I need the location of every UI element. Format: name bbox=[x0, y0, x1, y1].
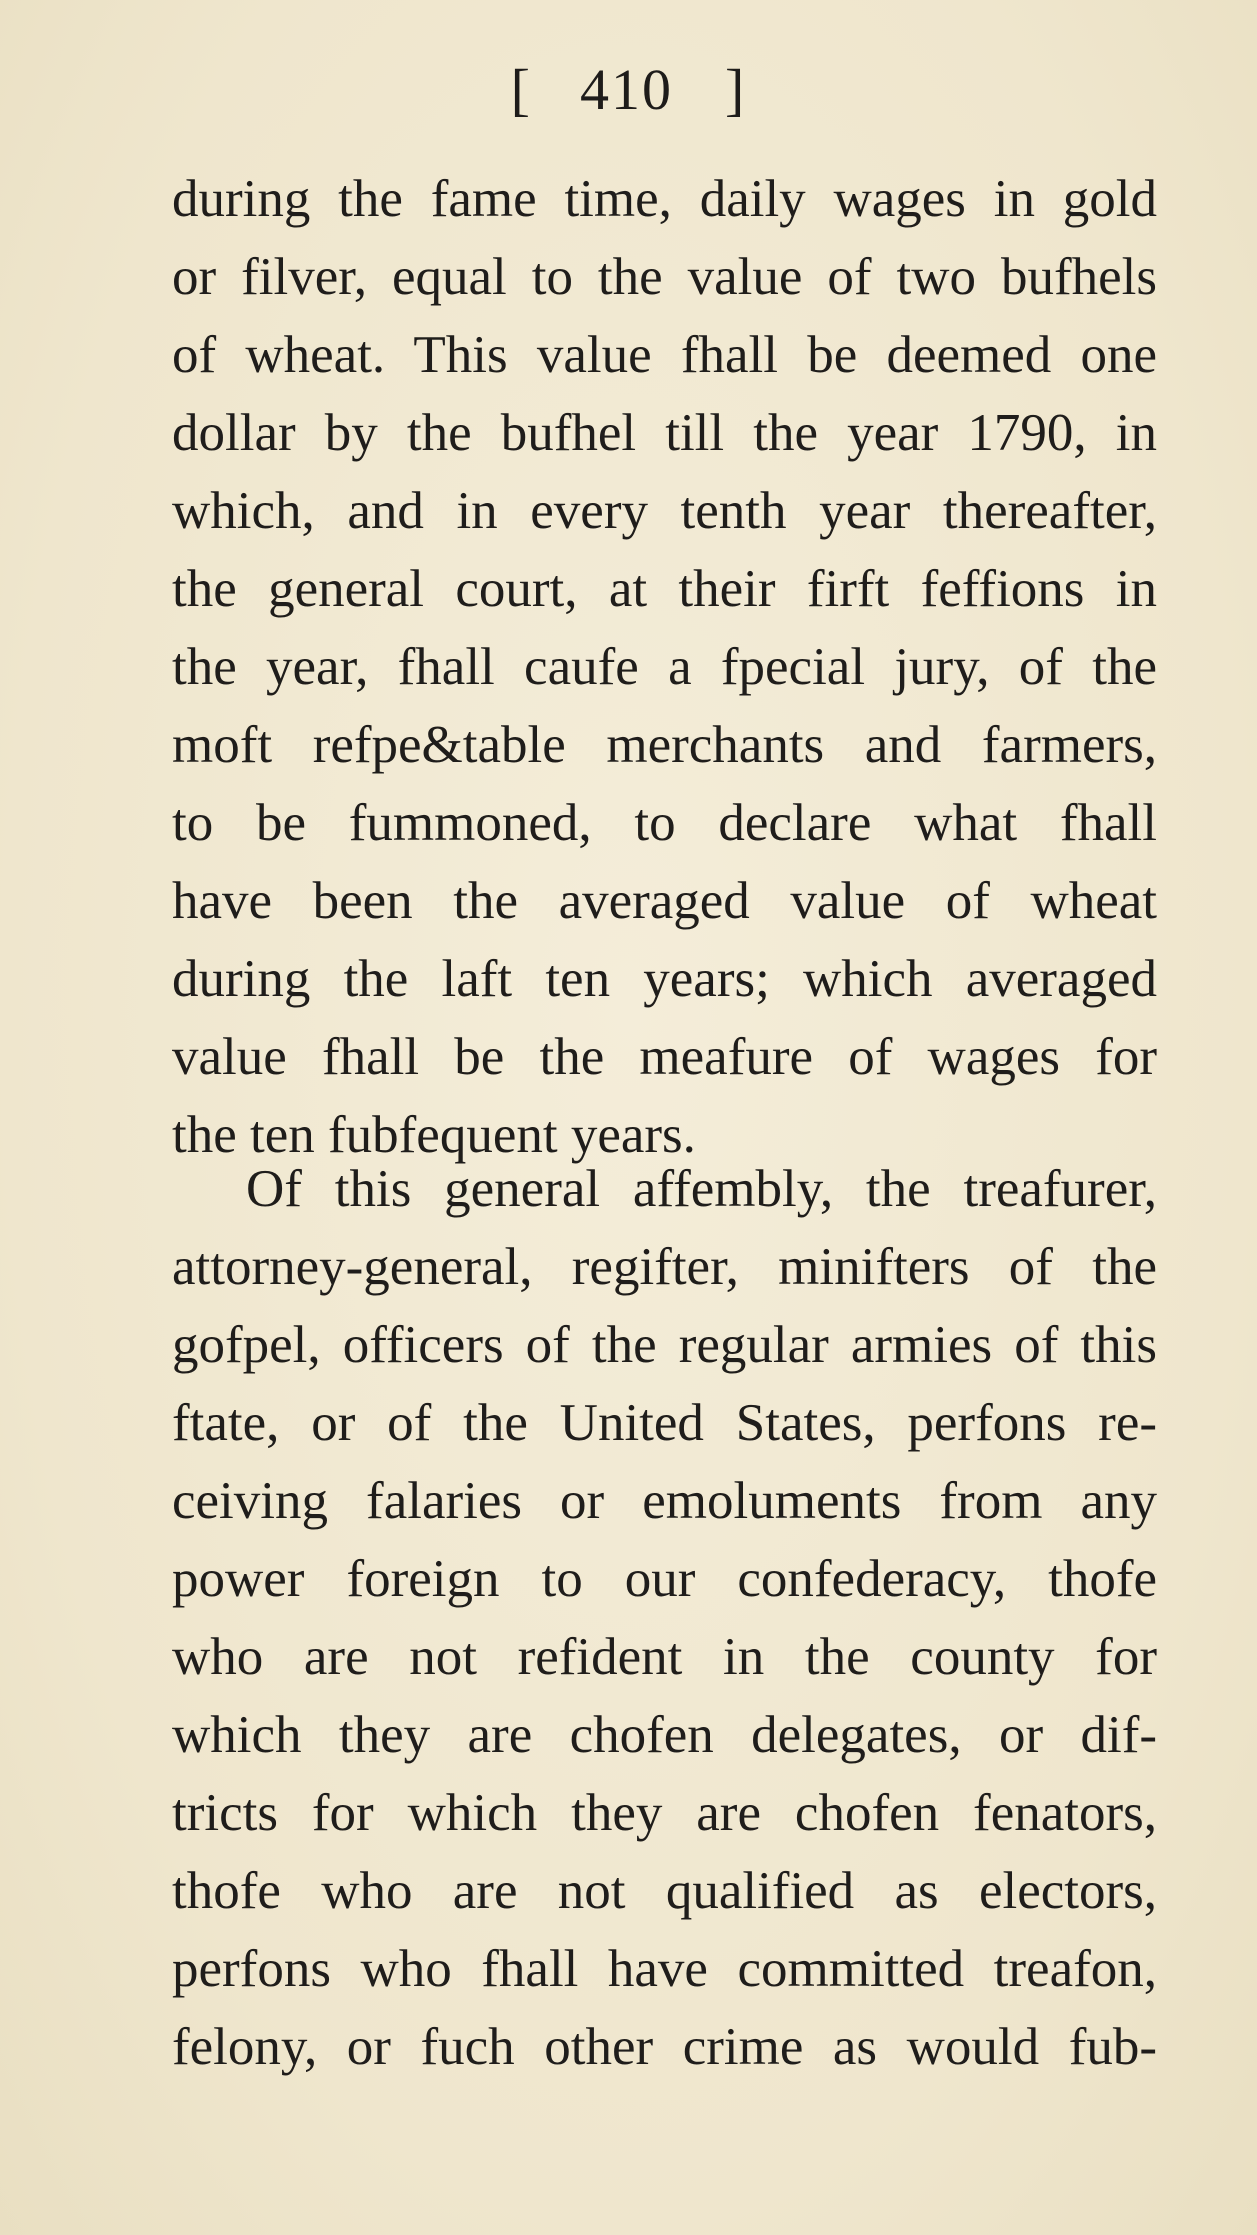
text-line: Of this general affembly, the treafurer, bbox=[246, 1160, 1157, 1218]
text-line: perfons who fhall have committed treafon, bbox=[172, 1940, 1157, 1998]
text-line: to be fummoned, to declare what fhall bbox=[172, 794, 1157, 852]
text-line: or filver, equal to the value of two bufhels bbox=[172, 248, 1157, 306]
text-line: ftate, or of the United States, perfons re- bbox=[172, 1394, 1157, 1452]
text-line: thofe who are not qualified as electors, bbox=[172, 1862, 1157, 1920]
text-line: which they are chofen delegates, or dif- bbox=[172, 1706, 1157, 1764]
text-line: felony, or fuch other crime as would fub- bbox=[172, 2018, 1157, 2076]
text-line: moft refpe&table merchants and farmers, bbox=[172, 716, 1157, 774]
text-line: which, and in every tenth year thereafter, bbox=[172, 482, 1157, 540]
text-line: gofpel, officers of the regular armies of this bbox=[172, 1316, 1157, 1374]
text-line: power foreign to our confederacy, thofe bbox=[172, 1550, 1157, 1608]
paragraph-2 bbox=[172, 1150, 1157, 2086]
text-line: ceiving falaries or emoluments from any bbox=[172, 1472, 1157, 1530]
close-bracket: ] bbox=[725, 57, 747, 122]
text-line: dollar by the bufhel till the year 1790, in bbox=[172, 404, 1157, 462]
page-number: 410 bbox=[580, 57, 673, 122]
text-line: who are not refident in the county for bbox=[172, 1628, 1157, 1686]
text-line: during the laft ten years; which averaged bbox=[172, 950, 1157, 1008]
text-line: value fhall be the meafure of wages for bbox=[172, 1028, 1157, 1086]
text-line: of wheat. This value fhall be deemed one bbox=[172, 326, 1157, 384]
paragraph-1 bbox=[172, 160, 1157, 1174]
text-line: tricts for which they are chofen fenators, bbox=[172, 1784, 1157, 1842]
text-line: have been the averaged value of wheat bbox=[172, 872, 1157, 930]
text-line: the general court, at their firft feffions in bbox=[172, 560, 1157, 618]
text-line: the year, fhall caufe a fpecial jury, of the bbox=[172, 638, 1157, 696]
text-line: attorney-general, regifter, minifters of the bbox=[172, 1238, 1157, 1296]
text-line: the ten fubfequent years. bbox=[172, 1106, 696, 1164]
page-header bbox=[0, 56, 1257, 123]
text-line: during the fame time, daily wages in gold bbox=[172, 170, 1157, 228]
open-bracket: [ bbox=[510, 57, 532, 122]
